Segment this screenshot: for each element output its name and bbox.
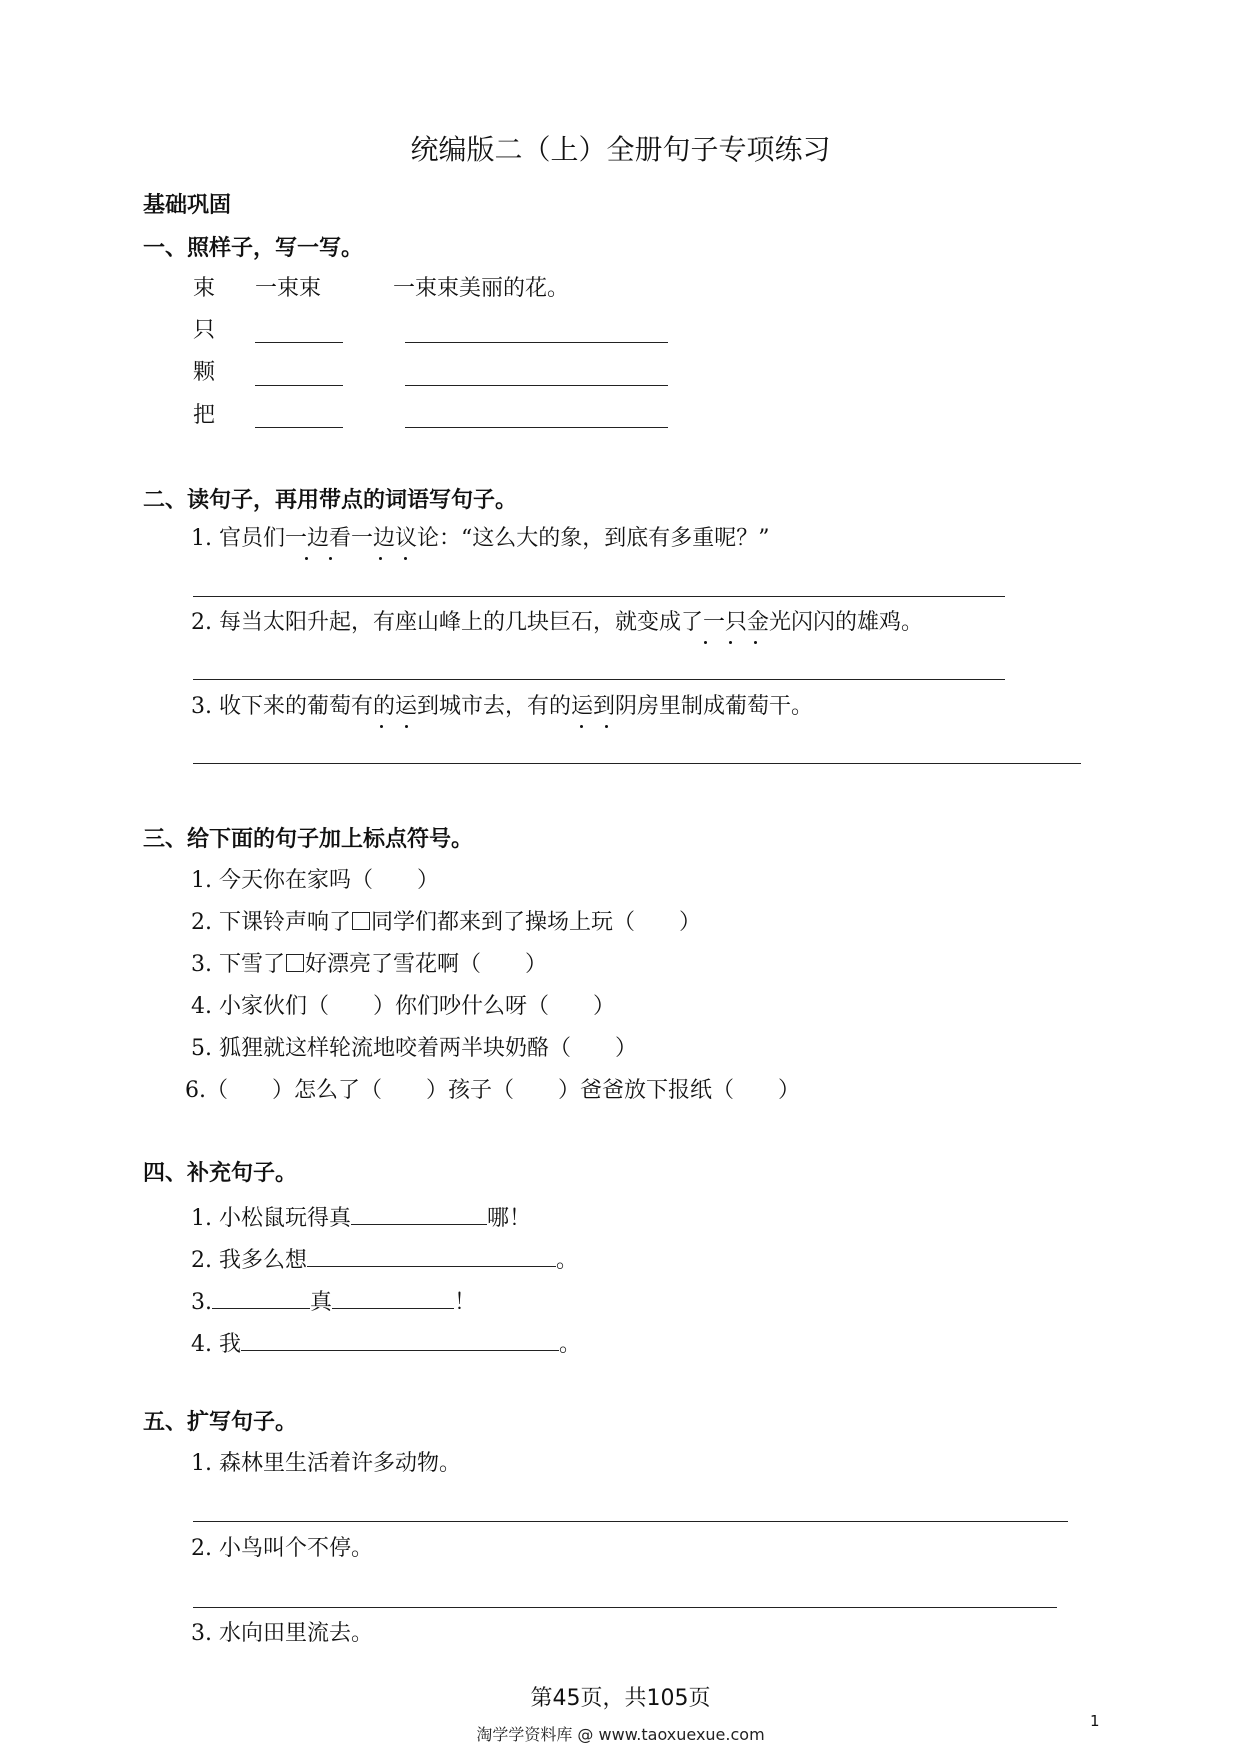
s3-item-5: 5. 狐狸就这样轮流地咬着两半块奶酪（ ） — [191, 1036, 637, 1061]
phrase-blank-1[interactable] — [255, 342, 343, 343]
s4-item-3-part-c: ！ — [454, 1290, 477, 1315]
measure-word-3: 把 — [193, 403, 216, 428]
page-counter: 第45页，共105页 — [530, 1686, 711, 1711]
s2-sentence-3: 3. 收下来的葡萄有的运到城市去，有的运到阴房里制成葡萄干。 — [191, 694, 813, 719]
s4-item-3 — [191, 1288, 476, 1314]
measure-word-1: 只 — [193, 318, 216, 343]
answer-line-5[interactable] — [193, 1607, 1057, 1608]
s2-sentence-1: 1. 官员们一边看一边议论：“这么大的象，到底有多重呢？” — [191, 526, 770, 551]
s4-item-4-part-a: 4. 我 — [191, 1332, 241, 1357]
s4-item-2 — [191, 1246, 578, 1272]
s3-item-2-part-a: 2. 下课铃声响了 — [191, 910, 351, 935]
s4-item-3-part-b: 真 — [310, 1290, 333, 1315]
fill-blank[interactable] — [351, 1204, 487, 1225]
s4-item-3-part-a: 3. — [191, 1290, 212, 1315]
s3-item-3 — [191, 954, 547, 976]
section1-heading: 一、照样子，写一写。 — [143, 236, 364, 261]
fill-blank[interactable] — [241, 1330, 559, 1351]
example-phrase: 一束束 — [255, 276, 322, 301]
answer-line-3[interactable] — [193, 763, 1081, 764]
emphasis-dot — [729, 641, 732, 644]
example-word: 束 — [193, 276, 216, 301]
s4-item-4-part-b: 。 — [558, 1332, 581, 1357]
s3-item-3-part-a: 3. 下雪了 — [191, 952, 285, 977]
s3-item-2 — [191, 912, 701, 934]
s4-item-2-part-a: 2. 我多么想 — [191, 1248, 307, 1273]
section4-heading: 四、补充句子。 — [143, 1161, 298, 1186]
phrase-blank-2[interactable] — [255, 385, 343, 386]
s4-item-1-part-a: 1. 小松鼠玩得真 — [191, 1206, 351, 1231]
answer-line-4[interactable] — [193, 1521, 1068, 1522]
section2-heading: 二、读句子，再用带点的词语写句子。 — [143, 488, 518, 513]
s3-item-3-part-b: 好漂亮了雪花啊（ ） — [304, 952, 547, 977]
punctuation-box[interactable] — [286, 954, 304, 972]
s4-item-2-part-b: 。 — [555, 1248, 578, 1273]
sentence-blank-2[interactable] — [405, 385, 668, 386]
page-title: 统编版二（上）全册句子专项练习 — [410, 133, 831, 166]
emphasis-dot — [704, 641, 707, 644]
fill-blank[interactable] — [212, 1288, 310, 1309]
answer-line-2[interactable] — [193, 679, 1005, 680]
phrase-blank-3[interactable] — [255, 427, 343, 428]
answer-line-1[interactable] — [193, 596, 1005, 597]
emphasis-dot — [380, 725, 383, 728]
emphasis-dot — [405, 725, 408, 728]
s4-item-1 — [191, 1204, 531, 1230]
s3-item-6: 6.（ ）怎么了（ ）孩子（ ）爸爸放下报纸（ ） — [185, 1078, 800, 1103]
s5-sentence-3: 3. 水向田里流去。 — [191, 1621, 373, 1646]
fill-blank[interactable] — [332, 1288, 454, 1309]
emphasis-dot — [329, 557, 332, 560]
fill-blank[interactable] — [307, 1246, 556, 1267]
page-number: 1 — [1090, 1712, 1100, 1730]
s2-sentence-2: 2. 每当太阳升起，有座山峰上的几块巨石，就变成了一只金光闪闪的雄鸡。 — [191, 610, 923, 635]
s3-item-1: 1. 今天你在家吗（ ） — [191, 868, 439, 893]
punctuation-box[interactable] — [352, 912, 370, 930]
source-watermark: 淘学学资料库 @ www.taoxuexue.com — [476, 1725, 765, 1744]
emphasis-dot — [305, 557, 308, 560]
emphasis-dot — [404, 557, 407, 560]
s5-sentence-1: 1. 森林里生活着许多动物。 — [191, 1451, 461, 1476]
s4-item-4 — [191, 1330, 581, 1356]
s4-item-1-part-b: 哪！ — [486, 1206, 531, 1231]
emphasis-dot — [379, 557, 382, 560]
sentence-blank-1[interactable] — [405, 342, 668, 343]
measure-word-2: 颗 — [193, 360, 216, 385]
section3-heading: 三、给下面的句子加上标点符号。 — [143, 827, 474, 852]
example-sentence: 一束束美丽的花。 — [393, 276, 570, 301]
emphasis-dot — [754, 641, 757, 644]
section-basic-heading: 基础巩固 — [143, 193, 232, 218]
sentence-blank-3[interactable] — [405, 427, 668, 428]
section5-heading: 五、扩写句子。 — [143, 1410, 298, 1435]
s5-sentence-2: 2. 小鸟叫个不停。 — [191, 1536, 373, 1561]
emphasis-dot — [580, 725, 583, 728]
emphasis-dot — [605, 725, 608, 728]
s3-item-2-part-b: 同学们都来到了操场上玩（ ） — [370, 910, 701, 935]
s3-item-4: 4. 小家伙们（ ）你们吵什么呀（ ） — [191, 994, 615, 1019]
